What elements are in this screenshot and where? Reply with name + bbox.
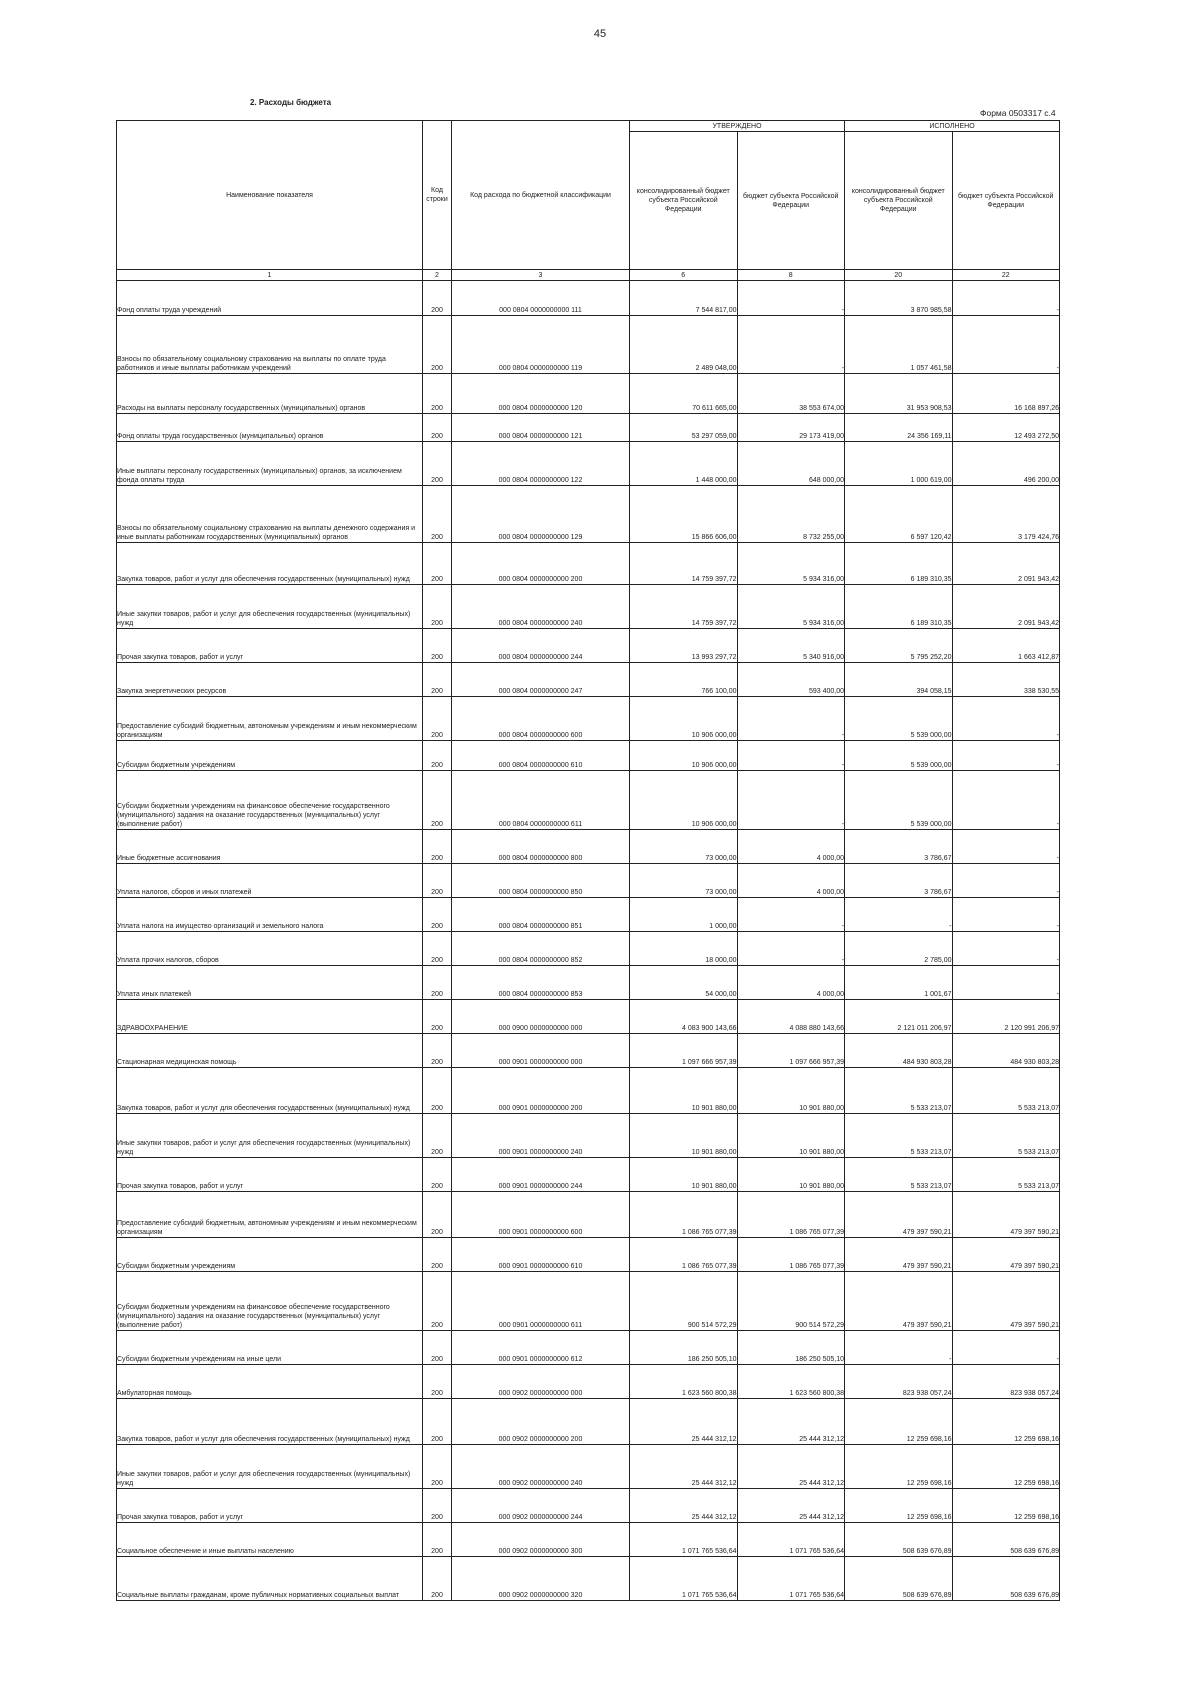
row-subject-approved: 10 901 880,00	[737, 1158, 845, 1192]
row-subject-executed: 479 397 590,21	[952, 1272, 1060, 1331]
row-code: 200	[423, 1034, 452, 1068]
table-row	[117, 1331, 1060, 1365]
row-name: Амбулаторная помощь	[117, 1365, 423, 1399]
row-subject-approved: 1 071 765 536,64	[737, 1523, 845, 1557]
row-consolidated-executed: 5 539 000,00	[845, 741, 953, 771]
row-classification: 000 0804 0000000000 610	[452, 741, 630, 771]
row-classification: 000 0901 0000000000 610	[452, 1238, 630, 1272]
row-subject-executed: -	[952, 741, 1060, 771]
table-row	[117, 898, 1060, 932]
row-classification: 000 0804 0000000000 129	[452, 486, 630, 543]
row-classification: 000 0901 0000000000 611	[452, 1272, 630, 1331]
table-row	[117, 1114, 1060, 1158]
table-row	[117, 414, 1060, 442]
row-subject-executed: 484 930 803,28	[952, 1034, 1060, 1068]
column-number: 22	[952, 270, 1060, 281]
page-number: 45	[593, 28, 607, 40]
row-subject-executed: -	[952, 316, 1060, 374]
table-row	[117, 1192, 1060, 1238]
row-classification: 000 0902 0000000000 320	[452, 1557, 630, 1601]
row-code: 200	[423, 741, 452, 771]
row-consolidated-approved: 25 444 312,12	[630, 1489, 738, 1523]
row-subject-approved: 10 901 880,00	[737, 1068, 845, 1114]
column-number: 6	[630, 270, 738, 281]
row-subject-executed: 508 639 676,89	[952, 1557, 1060, 1601]
row-subject-executed: -	[952, 1331, 1060, 1365]
row-subject-approved: 1 086 765 077,39	[737, 1192, 845, 1238]
row-name: Иные закупки товаров, работ и услуг для обеспечения государственных (муниципальных) нужд	[117, 585, 423, 629]
row-subject-approved: 25 444 312,12	[737, 1445, 845, 1489]
row-subject-executed: -	[952, 281, 1060, 316]
row-classification: 000 0804 0000000000 850	[452, 864, 630, 898]
row-consolidated-approved: 186 250 505,10	[630, 1331, 738, 1365]
row-consolidated-approved: 1 000,00	[630, 898, 738, 932]
row-subject-executed: 2 091 943,42	[952, 585, 1060, 629]
row-name: Закупка товаров, работ и услуг для обеспечения государственных (муниципальных) нужд	[117, 543, 423, 585]
row-subject-executed: 2 120 991 206,97	[952, 1000, 1060, 1034]
row-consolidated-approved: 10 901 880,00	[630, 1068, 738, 1114]
row-classification: 000 0804 0000000000 852	[452, 932, 630, 966]
row-consolidated-approved: 25 444 312,12	[630, 1445, 738, 1489]
row-consolidated-executed: 5 795 252,20	[845, 629, 953, 663]
row-subject-approved: 648 000,00	[737, 442, 845, 486]
table-row	[117, 316, 1060, 374]
table-row	[117, 1034, 1060, 1068]
row-classification: 000 0901 0000000000 600	[452, 1192, 630, 1238]
row-name: Субсидии бюджетным учреждениям на финансовое обеспечение государственного (муниципального) задания на оказание государственных (муниципальных) услуг (выполнение работ)	[117, 1272, 423, 1331]
row-classification: 000 0901 0000000000 612	[452, 1331, 630, 1365]
row-consolidated-approved: 70 611 665,00	[630, 374, 738, 414]
row-name: Взносы по обязательному социальному страхованию на выплаты денежного содержания и иные выплаты работникам государственных (муниципальных) органов	[117, 486, 423, 543]
row-subject-approved: 900 514 572,29	[737, 1272, 845, 1331]
row-code: 200	[423, 543, 452, 585]
table-row	[117, 697, 1060, 741]
table-row	[117, 771, 1060, 830]
row-consolidated-executed: 5 539 000,00	[845, 697, 953, 741]
row-code: 200	[423, 1192, 452, 1238]
row-consolidated-executed: 3 786,67	[845, 830, 953, 864]
header-subject-executed: бюджет субъекта Российской Федерации	[952, 132, 1060, 270]
table-row	[117, 966, 1060, 1000]
row-consolidated-executed: 5 533 213,07	[845, 1158, 953, 1192]
row-name: Уплата иных платежей	[117, 966, 423, 1000]
row-consolidated-approved: 15 866 606,00	[630, 486, 738, 543]
row-code: 200	[423, 1445, 452, 1489]
row-subject-executed: -	[952, 864, 1060, 898]
row-code: 200	[423, 1238, 452, 1272]
row-name: Иные закупки товаров, работ и услуг для обеспечения государственных (муниципальных) нужд	[117, 1445, 423, 1489]
row-classification: 000 0804 0000000000 120	[452, 374, 630, 414]
row-consolidated-executed: 479 397 590,21	[845, 1238, 953, 1272]
table-row	[117, 1068, 1060, 1114]
row-name: Субсидии бюджетным учреждениям на иные цели	[117, 1331, 423, 1365]
row-code: 200	[423, 1000, 452, 1034]
row-subject-executed: 479 397 590,21	[952, 1238, 1060, 1272]
row-code: 200	[423, 1068, 452, 1114]
row-subject-approved: 10 901 880,00	[737, 1114, 845, 1158]
row-classification: 000 0902 0000000000 300	[452, 1523, 630, 1557]
row-consolidated-executed: 508 639 676,89	[845, 1557, 953, 1601]
row-name: Предоставление субсидий бюджетным, автономным учреждениям и иным некоммерческим организациям	[117, 697, 423, 741]
row-consolidated-approved: 1 086 765 077,39	[630, 1192, 738, 1238]
column-number: 1	[117, 270, 423, 281]
table-body	[117, 281, 1060, 1601]
row-classification: 000 0902 0000000000 000	[452, 1365, 630, 1399]
row-subject-executed: 479 397 590,21	[952, 1192, 1060, 1238]
row-classification: 000 0804 0000000000 611	[452, 771, 630, 830]
column-number: 2	[423, 270, 452, 281]
row-consolidated-approved: 10 906 000,00	[630, 697, 738, 741]
row-subject-approved: -	[737, 697, 845, 741]
row-subject-approved: 1 623 560 800,38	[737, 1365, 845, 1399]
row-subject-executed: 508 639 676,89	[952, 1523, 1060, 1557]
row-consolidated-executed: -	[845, 898, 953, 932]
row-classification: 000 0804 0000000000 600	[452, 697, 630, 741]
row-subject-executed: 5 533 213,07	[952, 1158, 1060, 1192]
row-code: 200	[423, 1399, 452, 1445]
row-classification: 000 0902 0000000000 200	[452, 1399, 630, 1445]
row-classification: 000 0804 0000000000 240	[452, 585, 630, 629]
row-name: Расходы на выплаты персоналу государственных (муниципальных) органов	[117, 374, 423, 414]
table-row	[117, 1399, 1060, 1445]
row-name: Социальное обеспечение и иные выплаты населению	[117, 1523, 423, 1557]
row-subject-executed: -	[952, 898, 1060, 932]
row-consolidated-executed: 2 121 011 206,97	[845, 1000, 953, 1034]
row-consolidated-executed: 12 259 698,16	[845, 1489, 953, 1523]
row-consolidated-executed: 6 189 310,35	[845, 585, 953, 629]
row-classification: 000 0804 0000000000 851	[452, 898, 630, 932]
row-subject-executed: 12 259 698,16	[952, 1489, 1060, 1523]
header-executed: ИСПОЛНЕНО	[845, 121, 1060, 132]
column-number: 20	[845, 270, 953, 281]
row-classification: 000 0804 0000000000 853	[452, 966, 630, 1000]
row-consolidated-approved: 25 444 312,12	[630, 1399, 738, 1445]
table-row	[117, 1272, 1060, 1331]
budget-expenses-table	[116, 120, 1060, 1601]
row-code: 200	[423, 1557, 452, 1601]
row-name: Уплата прочих налогов, сборов	[117, 932, 423, 966]
row-subject-approved: 4 000,00	[737, 966, 845, 1000]
row-code: 200	[423, 414, 452, 442]
row-consolidated-executed: 5 533 213,07	[845, 1114, 953, 1158]
row-consolidated-executed: 1 001,67	[845, 966, 953, 1000]
row-consolidated-approved: 2 489 048,00	[630, 316, 738, 374]
row-consolidated-approved: 4 083 900 143,66	[630, 1000, 738, 1034]
row-subject-executed: -	[952, 932, 1060, 966]
row-code: 200	[423, 830, 452, 864]
row-subject-executed: 12 259 698,16	[952, 1399, 1060, 1445]
header-subject-approved: бюджет субъекта Российской Федерации	[737, 132, 845, 270]
row-name: Уплата налогов, сборов и иных платежей	[117, 864, 423, 898]
row-consolidated-approved: 1 097 666 957,39	[630, 1034, 738, 1068]
row-code: 200	[423, 585, 452, 629]
row-subject-approved: 29 173 419,00	[737, 414, 845, 442]
row-subject-approved: -	[737, 898, 845, 932]
table-row	[117, 374, 1060, 414]
row-name: Прочая закупка товаров, работ и услуг	[117, 629, 423, 663]
row-subject-approved: -	[737, 316, 845, 374]
row-classification: 000 0804 0000000000 200	[452, 543, 630, 585]
row-code: 200	[423, 486, 452, 543]
row-name: Закупка товаров, работ и услуг для обеспечения государственных (муниципальных) нужд	[117, 1399, 423, 1445]
row-consolidated-executed: 508 639 676,89	[845, 1523, 953, 1557]
row-subject-approved: 38 553 674,00	[737, 374, 845, 414]
row-classification: 000 0804 0000000000 244	[452, 629, 630, 663]
row-subject-approved: 5 934 316,00	[737, 543, 845, 585]
row-classification: 000 0804 0000000000 121	[452, 414, 630, 442]
row-consolidated-executed: 24 356 169,11	[845, 414, 953, 442]
row-code: 200	[423, 629, 452, 663]
row-consolidated-approved: 73 000,00	[630, 864, 738, 898]
row-name: Иные бюджетные ассигнования	[117, 830, 423, 864]
header-code: Код строки	[423, 121, 452, 270]
header-consolidated-executed: консолидированный бюджет субъекта Российской Федерации	[845, 132, 953, 270]
row-name: Закупка энергетических ресурсов	[117, 663, 423, 697]
row-consolidated-approved: 18 000,00	[630, 932, 738, 966]
row-name: Субсидии бюджетным учреждениям	[117, 741, 423, 771]
row-name: Иные закупки товаров, работ и услуг для обеспечения государственных (муниципальных) нужд	[117, 1114, 423, 1158]
table-row	[117, 1557, 1060, 1601]
row-consolidated-executed: 6 597 120,42	[845, 486, 953, 543]
row-subject-executed: 3 179 424,76	[952, 486, 1060, 543]
row-classification: 000 0900 0000000000 000	[452, 1000, 630, 1034]
row-code: 200	[423, 966, 452, 1000]
table-row	[117, 543, 1060, 585]
row-classification: 000 0804 0000000000 119	[452, 316, 630, 374]
row-name: Прочая закупка товаров, работ и услуг	[117, 1489, 423, 1523]
header-consolidated-approved: консолидированный бюджет субъекта Российской Федерации	[630, 132, 738, 270]
row-consolidated-executed: 12 259 698,16	[845, 1399, 953, 1445]
row-classification: 000 0901 0000000000 240	[452, 1114, 630, 1158]
row-code: 200	[423, 316, 452, 374]
row-subject-approved: -	[737, 932, 845, 966]
row-name: Иные выплаты персоналу государственных (муниципальных) органов, за исключением фонда оплаты труда	[117, 442, 423, 486]
row-subject-executed: -	[952, 966, 1060, 1000]
row-code: 200	[423, 1114, 452, 1158]
row-name: Фонд оплаты труда учреждений	[117, 281, 423, 316]
row-name: Прочая закупка товаров, работ и услуг	[117, 1158, 423, 1192]
row-subject-approved: 1 097 666 957,39	[737, 1034, 845, 1068]
row-consolidated-executed: 2 785,00	[845, 932, 953, 966]
row-consolidated-approved: 10 901 880,00	[630, 1158, 738, 1192]
row-consolidated-executed: 1 057 461,58	[845, 316, 953, 374]
row-name: Социальные выплаты гражданам, кроме публичных нормативных социальных выплат	[117, 1557, 423, 1601]
table-row	[117, 1158, 1060, 1192]
column-number: 8	[737, 270, 845, 281]
row-consolidated-executed: 12 259 698,16	[845, 1445, 953, 1489]
row-name: Субсидии бюджетным учреждениям на финансовое обеспечение государственного (муниципального) задания на оказание государственных (муниципальных) услуг (выполнение работ)	[117, 771, 423, 830]
row-consolidated-executed: 823 938 057,24	[845, 1365, 953, 1399]
row-code: 200	[423, 374, 452, 414]
row-consolidated-executed: 5 533 213,07	[845, 1068, 953, 1114]
row-classification: 000 0901 0000000000 200	[452, 1068, 630, 1114]
row-subject-executed: -	[952, 697, 1060, 741]
row-subject-approved: 8 732 255,00	[737, 486, 845, 543]
row-consolidated-approved: 1 086 765 077,39	[630, 1238, 738, 1272]
row-consolidated-approved: 13 993 297,72	[630, 629, 738, 663]
row-consolidated-approved: 10 901 880,00	[630, 1114, 738, 1158]
row-consolidated-approved: 1 448 000,00	[630, 442, 738, 486]
row-subject-approved: 4 000,00	[737, 864, 845, 898]
row-code: 200	[423, 932, 452, 966]
row-name: Стационарная медицинская помощь	[117, 1034, 423, 1068]
row-classification: 000 0804 0000000000 800	[452, 830, 630, 864]
row-code: 200	[423, 1272, 452, 1331]
table-row	[117, 830, 1060, 864]
row-code: 200	[423, 281, 452, 316]
row-consolidated-executed: 479 397 590,21	[845, 1192, 953, 1238]
row-name: Уплата налога на имущество организаций и земельного налога	[117, 898, 423, 932]
row-subject-executed: 2 091 943,42	[952, 543, 1060, 585]
row-subject-executed: 12 259 698,16	[952, 1445, 1060, 1489]
row-consolidated-executed: 484 930 803,28	[845, 1034, 953, 1068]
row-classification: 000 0901 0000000000 244	[452, 1158, 630, 1192]
row-name: Фонд оплаты труда государственных (муниципальных) органов	[117, 414, 423, 442]
row-code: 200	[423, 663, 452, 697]
row-consolidated-approved: 73 000,00	[630, 830, 738, 864]
row-consolidated-approved: 766 100,00	[630, 663, 738, 697]
row-subject-approved: 25 444 312,12	[737, 1489, 845, 1523]
row-consolidated-executed: 6 189 310,35	[845, 543, 953, 585]
table-row	[117, 281, 1060, 316]
row-name: Предоставление субсидий бюджетным, автономным учреждениям и иным некоммерческим организациям	[117, 1192, 423, 1238]
row-consolidated-executed: 1 000 619,00	[845, 442, 953, 486]
row-subject-executed: 338 530,55	[952, 663, 1060, 697]
table-row	[117, 486, 1060, 543]
row-consolidated-approved: 1 623 560 800,38	[630, 1365, 738, 1399]
row-classification: 000 0901 0000000000 000	[452, 1034, 630, 1068]
row-subject-executed: 496 200,00	[952, 442, 1060, 486]
row-code: 200	[423, 1365, 452, 1399]
row-consolidated-approved: 14 759 397,72	[630, 543, 738, 585]
row-name: Закупка товаров, работ и услуг для обеспечения государственных (муниципальных) нужд	[117, 1068, 423, 1114]
row-subject-executed: 1 663 412,87	[952, 629, 1060, 663]
row-code: 200	[423, 1331, 452, 1365]
table-row	[117, 585, 1060, 629]
section-title: 2. Расходы бюджета	[250, 98, 332, 107]
row-consolidated-executed: 479 397 590,21	[845, 1272, 953, 1331]
row-consolidated-executed: 3 786,67	[845, 864, 953, 898]
row-consolidated-approved: 7 544 817,00	[630, 281, 738, 316]
row-subject-approved: -	[737, 771, 845, 830]
row-classification: 000 0804 0000000000 247	[452, 663, 630, 697]
row-name: ЗДРАВООХРАНЕНИЕ	[117, 1000, 423, 1034]
row-subject-executed: 5 533 213,07	[952, 1114, 1060, 1158]
row-subject-executed: -	[952, 830, 1060, 864]
row-subject-approved: 5 340 916,00	[737, 629, 845, 663]
row-classification: 000 0902 0000000000 240	[452, 1445, 630, 1489]
table-row	[117, 1489, 1060, 1523]
row-consolidated-executed: 31 953 908,53	[845, 374, 953, 414]
row-subject-executed: 5 533 213,07	[952, 1068, 1060, 1114]
table-row	[117, 1000, 1060, 1034]
table-row	[117, 629, 1060, 663]
row-code: 200	[423, 898, 452, 932]
row-code: 200	[423, 1523, 452, 1557]
row-subject-approved: 4 088 880 143,66	[737, 1000, 845, 1034]
row-code: 200	[423, 864, 452, 898]
row-code: 200	[423, 697, 452, 741]
row-subject-approved: 593 400,00	[737, 663, 845, 697]
row-subject-approved: 25 444 312,12	[737, 1399, 845, 1445]
row-subject-executed: 12 493 272,50	[952, 414, 1060, 442]
row-consolidated-approved: 1 071 765 536,64	[630, 1523, 738, 1557]
row-code: 200	[423, 771, 452, 830]
row-subject-approved: -	[737, 741, 845, 771]
form-label: Форма 0503317 с.4	[980, 108, 1056, 118]
row-consolidated-approved: 10 906 000,00	[630, 741, 738, 771]
header-classification: Код расхода по бюджетной классификации	[452, 121, 630, 270]
row-classification: 000 0902 0000000000 244	[452, 1489, 630, 1523]
row-consolidated-approved: 1 071 765 536,64	[630, 1557, 738, 1601]
row-subject-approved: 5 934 316,00	[737, 585, 845, 629]
row-subject-executed: 823 938 057,24	[952, 1365, 1060, 1399]
table-row	[117, 932, 1060, 966]
row-consolidated-executed: 394 058,15	[845, 663, 953, 697]
row-consolidated-approved: 10 906 000,00	[630, 771, 738, 830]
row-consolidated-executed: 5 539 000,00	[845, 771, 953, 830]
row-consolidated-approved: 53 297 059,00	[630, 414, 738, 442]
row-consolidated-approved: 900 514 572,29	[630, 1272, 738, 1331]
row-consolidated-executed: -	[845, 1331, 953, 1365]
row-consolidated-approved: 54 000,00	[630, 966, 738, 1000]
row-subject-executed: -	[952, 771, 1060, 830]
row-name: Взносы по обязательному социальному страхованию на выплаты по оплате труда работников и иные выплаты работникам учреждений	[117, 316, 423, 374]
column-number: 3	[452, 270, 630, 281]
table-row	[117, 864, 1060, 898]
header-name: Наименование показателя	[117, 121, 423, 270]
table-row	[117, 1523, 1060, 1557]
row-code: 200	[423, 1158, 452, 1192]
row-consolidated-executed: 3 870 985,58	[845, 281, 953, 316]
header-approved: УТВЕРЖДЕНО	[630, 121, 845, 132]
row-subject-approved: 186 250 505,10	[737, 1331, 845, 1365]
row-classification: 000 0804 0000000000 111	[452, 281, 630, 316]
row-subject-approved: -	[737, 281, 845, 316]
row-consolidated-approved: 14 759 397,72	[630, 585, 738, 629]
row-code: 200	[423, 442, 452, 486]
table-row	[117, 1238, 1060, 1272]
table-row	[117, 1445, 1060, 1489]
table-row	[117, 1365, 1060, 1399]
row-subject-approved: 1 071 765 536,64	[737, 1557, 845, 1601]
table-row	[117, 442, 1060, 486]
row-subject-approved: 4 000,00	[737, 830, 845, 864]
table-row	[117, 663, 1060, 697]
row-subject-approved: 1 086 765 077,39	[737, 1238, 845, 1272]
row-subject-executed: 16 168 897,26	[952, 374, 1060, 414]
row-code: 200	[423, 1489, 452, 1523]
row-name: Субсидии бюджетным учреждениям	[117, 1238, 423, 1272]
row-classification: 000 0804 0000000000 122	[452, 442, 630, 486]
table-row	[117, 741, 1060, 771]
